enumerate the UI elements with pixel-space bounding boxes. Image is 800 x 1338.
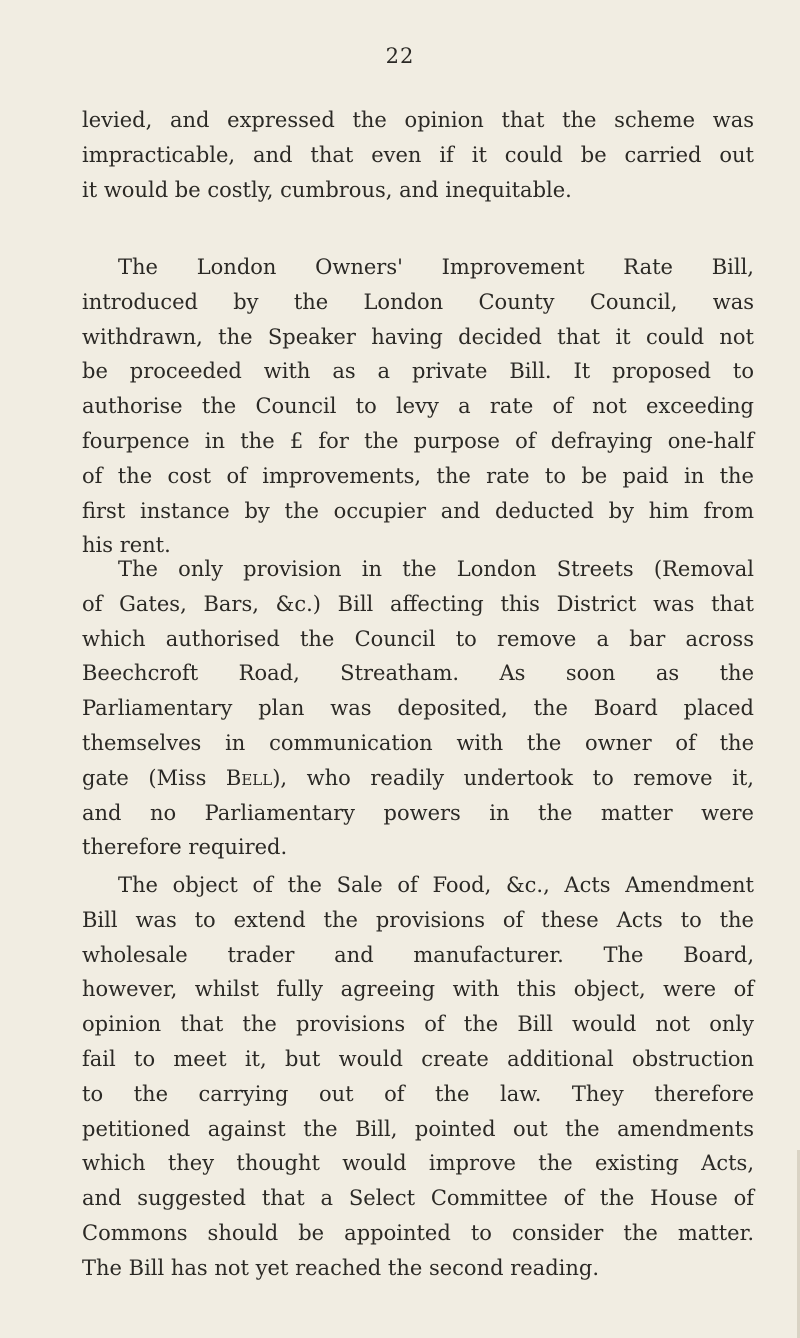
paragraph-line: of Gates, Bars, &c.) Bill affecting this District was that <box>82 591 754 616</box>
paragraph-line-miss-bell: gate (Miss Bell), who readily undertook to remove it, <box>82 765 754 790</box>
paragraph-line: Commons should be appointed to consider the matter. <box>82 1220 754 1245</box>
paragraph-line: The London Owners' Improvement Rate Bill, <box>118 255 754 279</box>
paragraph-line: which authorised the Council to remove a bar across <box>82 626 754 651</box>
paragraph-line: to the carrying out of the law. They therefore <box>82 1081 754 1106</box>
paragraph-line: and no Parliamentary powers in the matter were <box>82 800 754 825</box>
paragraph-line: Parliamentary plan was deposited, the Board placed <box>82 696 754 721</box>
paragraph-line: opinion that the provisions of the Bill would not only <box>82 1012 754 1037</box>
paragraph-line: and suggested that a Select Committee of the House of <box>82 1186 754 1211</box>
paragraph-line: therefore required. <box>82 835 288 860</box>
paragraph-line: introduced by the London County Council, was <box>82 289 754 314</box>
paragraph-line: The only provision in the London Streets (Removal <box>118 557 754 581</box>
paragraph-3 <box>82 552 754 865</box>
paragraph-line: The object of the Sale of Food, &c., Acts Amendment <box>118 873 754 897</box>
paragraph-line: wholesale trader and manufacturer. The Board, <box>82 942 754 967</box>
paragraph-line: authorise the Council to levy a rate of not exceeding <box>82 394 754 419</box>
paragraph-1 <box>82 103 754 207</box>
paragraph-line: be proceeded with as a private Bill. It proposed to <box>82 359 754 384</box>
paragraph-line: fail to meet it, but would create additional obstruction <box>82 1046 754 1071</box>
paragraph-line: of the cost of improvements, the rate to be paid in the <box>82 463 754 488</box>
paragraph-line: withdrawn, the Speaker having decided that it could not <box>82 324 754 349</box>
page-number: 22 <box>385 44 415 68</box>
paragraph-2 <box>82 250 754 563</box>
paragraph-line: Beechcroft Road, Streatham. As soon as the <box>82 661 754 686</box>
paragraph-line: themselves in communication with the owner of the <box>82 730 754 755</box>
paragraph-4 <box>82 868 754 1286</box>
paragraph-line: which they thought would improve the existing Acts, <box>82 1151 754 1176</box>
paragraph-line: fourpence in the £ for the purpose of defraying one-half <box>82 428 754 453</box>
paragraph-line: first instance by the occupier and deducted by him from <box>82 498 754 523</box>
paragraph-line: impracticable, and that even if it could be carried out <box>82 142 754 167</box>
paragraph-line: petitioned against the Bill, pointed out the amendments <box>82 1116 754 1141</box>
paragraph-line: Bill was to extend the provisions of these Acts to the <box>82 907 754 932</box>
small-caps-name: Bell <box>225 765 273 790</box>
paragraph-line: it would be costly, cumbrous, and inequitable. <box>82 177 572 202</box>
paragraph-line: his rent. <box>82 533 171 558</box>
paragraph-line: however, whilst fully agreeing with this object, were of <box>82 977 754 1002</box>
paragraph-line: The Bill has not yet reached the second reading. <box>82 1255 600 1280</box>
paragraph-line: levied, and expressed the opinion that the scheme was <box>82 108 754 132</box>
